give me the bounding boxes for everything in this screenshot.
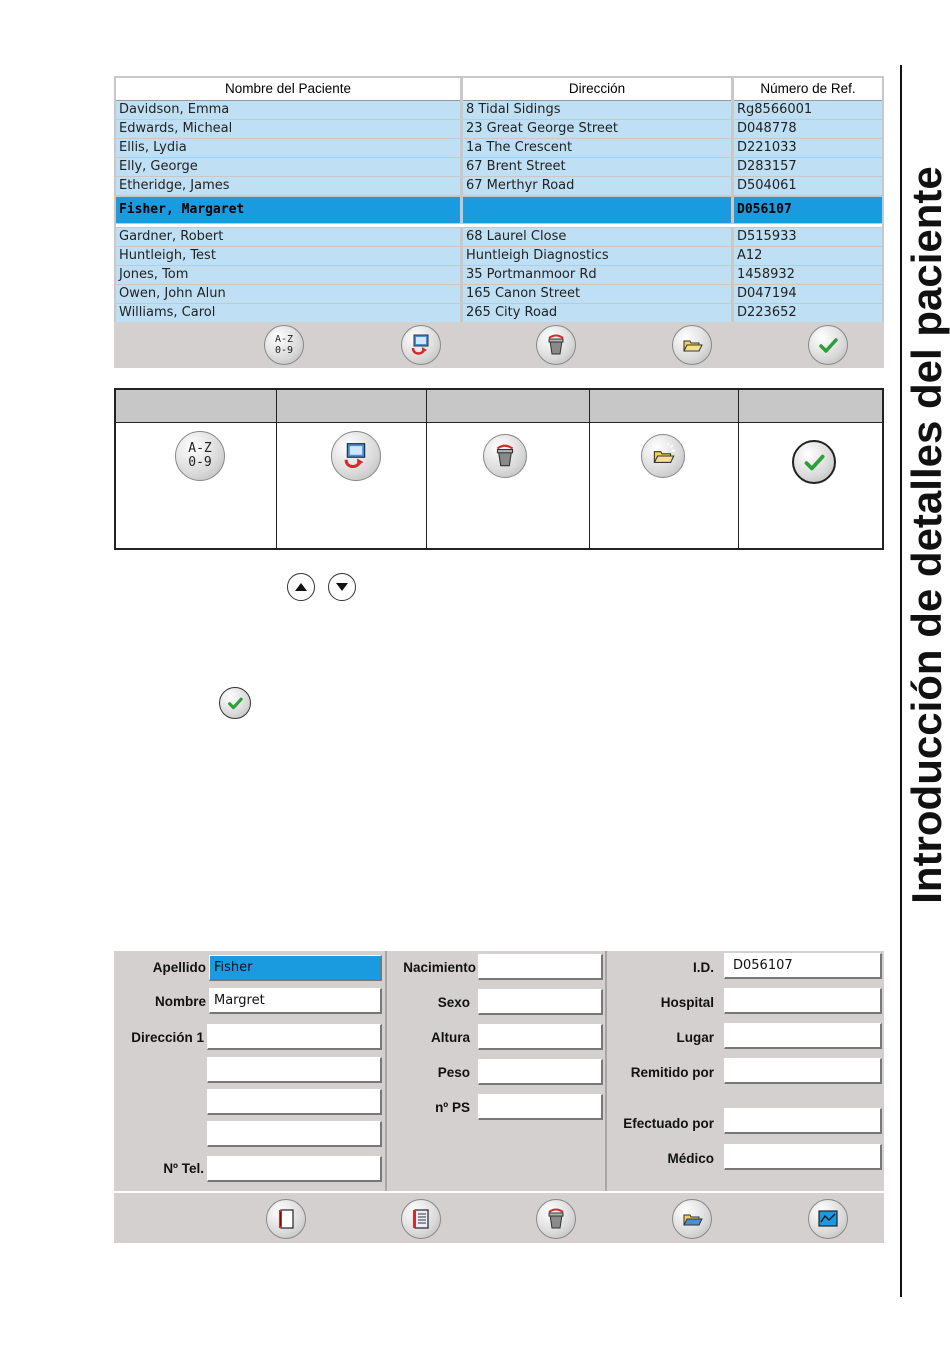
- confirm-check-icon: [225, 693, 245, 713]
- transfer-icon: [340, 440, 372, 472]
- address-line-3-field[interactable]: [207, 1089, 382, 1115]
- side-divider: [900, 65, 902, 1297]
- patient-address: 1a The Crescent: [463, 139, 731, 157]
- sort-label-09: 0-9: [188, 455, 212, 470]
- patient-name: Edwards, Micheal: [116, 120, 460, 138]
- legend-col-divider: [426, 390, 427, 548]
- patient-ref: D504061: [734, 177, 882, 195]
- sex-field[interactable]: [478, 989, 603, 1015]
- ps-label: nº PS: [435, 1100, 470, 1115]
- sort-button[interactable]: [264, 325, 304, 365]
- apellido-field[interactable]: Fisher: [209, 955, 382, 981]
- transfer-icon: [408, 332, 434, 358]
- table-row[interactable]: [116, 247, 882, 265]
- column-header-ref[interactable]: Número de Ref.: [734, 78, 882, 101]
- form-column-divider: [385, 951, 387, 1191]
- triangle-up-icon: [294, 581, 308, 593]
- patient-name: Gardner, Robert: [116, 228, 460, 246]
- table-row[interactable]: [116, 285, 882, 303]
- legend-folder-icon-button: [641, 434, 685, 478]
- side-title: [903, 60, 950, 1010]
- patient-ref: D048778: [734, 120, 882, 138]
- delete-record-button[interactable]: [536, 1199, 576, 1239]
- legend-delete-icon-button: [483, 434, 527, 478]
- delete-icon: [543, 1206, 569, 1232]
- id-field[interactable]: D056107: [724, 953, 882, 979]
- id-label: I.D.: [692, 960, 714, 975]
- sexo-label: Sexo: [437, 995, 470, 1010]
- row-divider: [116, 224, 882, 227]
- remitido-label: Remitido por: [630, 1065, 714, 1080]
- location-field[interactable]: [724, 1023, 882, 1049]
- patient-address: [463, 197, 731, 223]
- open-folder-icon: [649, 442, 677, 470]
- scroll-down-button[interactable]: [328, 573, 356, 601]
- patient-ref: D223652: [734, 304, 882, 322]
- patient-address: Huntleigh Diagnostics: [463, 247, 731, 265]
- lugar-label: Lugar: [676, 1030, 714, 1045]
- birth-date-field[interactable]: [478, 954, 603, 980]
- hospital-label: Hospital: [660, 995, 714, 1010]
- table-row[interactable]: [116, 228, 882, 246]
- sort-label-09: 0-9: [274, 345, 294, 356]
- table-row[interactable]: [116, 266, 882, 284]
- graph-button[interactable]: [808, 1199, 848, 1239]
- column-header-address[interactable]: Dirección: [463, 78, 731, 101]
- table-row[interactable]: [116, 101, 882, 119]
- nacimiento-label: Nacimiento: [403, 960, 476, 975]
- table-row[interactable]: [116, 139, 882, 157]
- patient-address: 35 Portmanmoor Rd: [463, 266, 731, 284]
- address-line-2-field[interactable]: [207, 1057, 382, 1083]
- patient-name: Etheridge, James: [116, 177, 460, 195]
- table-row[interactable]: [116, 158, 882, 176]
- direccion-label: Dirección 1: [131, 1030, 204, 1045]
- triangle-down-icon: [335, 581, 349, 593]
- notebook-icon: [273, 1206, 299, 1232]
- patient-address: 67 Merthyr Road: [463, 177, 731, 195]
- patient-ref: A12: [734, 247, 882, 265]
- patient-ref: Rg8566001: [734, 101, 882, 119]
- confirm-check-icon: [800, 448, 828, 476]
- delete-icon: [491, 442, 519, 470]
- patient-ref: D221033: [734, 139, 882, 157]
- patient-address: 265 City Road: [463, 304, 731, 322]
- legend-table: [114, 388, 884, 550]
- patient-name: Fisher, Margaret: [116, 197, 460, 223]
- form-toolbar: [114, 1191, 884, 1243]
- patient-details-form: [114, 951, 884, 1241]
- report-icon: [408, 1206, 434, 1232]
- graph-icon: [815, 1206, 841, 1232]
- weight-field[interactable]: [478, 1059, 603, 1085]
- patient-address: 8 Tidal Sidings: [463, 101, 731, 119]
- height-field[interactable]: [478, 1024, 603, 1050]
- form-column-divider: [605, 951, 607, 1191]
- side-title-text: Introducción de detalles del paciente: [902, 166, 950, 904]
- patient-name: Elly, George: [116, 158, 460, 176]
- patient-ref: D515933: [734, 228, 882, 246]
- open-folder-icon: [679, 1206, 705, 1232]
- apellido-label: Apellido: [152, 960, 206, 975]
- patient-name: Jones, Tom: [116, 266, 460, 284]
- patient-list: [114, 76, 884, 368]
- patient-ref: 1458932: [734, 266, 882, 284]
- scroll-up-button[interactable]: [287, 573, 315, 601]
- open-folder-icon: [679, 332, 705, 358]
- legend-col-divider: [738, 390, 739, 548]
- column-header-name[interactable]: Nombre del Paciente: [116, 78, 460, 101]
- patient-address: 23 Great George Street: [463, 120, 731, 138]
- legend-transfer-icon-button: [331, 431, 381, 481]
- nombre-label: Nombre: [154, 994, 206, 1009]
- patient-name: Davidson, Emma: [116, 101, 460, 119]
- patient-address: 68 Laurel Close: [463, 228, 731, 246]
- patient-ref: D047194: [734, 285, 882, 303]
- notes-button[interactable]: [266, 1199, 306, 1239]
- altura-label: Altura: [430, 1030, 470, 1045]
- table-row[interactable]: [116, 120, 882, 138]
- sort-az-icon: [275, 334, 293, 356]
- sort-az-icon: [188, 442, 211, 470]
- patient-name: Owen, John Alun: [116, 285, 460, 303]
- report-button[interactable]: [401, 1199, 441, 1239]
- patient-address: 67 Brent Street: [463, 158, 731, 176]
- open-record-button[interactable]: [672, 1199, 712, 1239]
- legend-sort-icon-button: [175, 431, 225, 481]
- legend-header: [116, 390, 882, 423]
- doctor-field[interactable]: [724, 1144, 882, 1170]
- sort-label-az: A-Z: [274, 334, 294, 345]
- table-row-selected[interactable]: [116, 197, 882, 223]
- tel-label: Nº Tel.: [163, 1161, 204, 1176]
- patient-address: 165 Canon Street: [463, 285, 731, 303]
- confirm-button[interactable]: [808, 325, 848, 365]
- peso-label: Peso: [437, 1065, 470, 1080]
- address-line-4-field[interactable]: [207, 1121, 382, 1147]
- table-row[interactable]: [116, 304, 882, 322]
- sort-label-az: A-Z: [188, 441, 212, 456]
- address-line-1-field[interactable]: [207, 1024, 382, 1050]
- referred-by-field[interactable]: [724, 1058, 882, 1084]
- efectuado-label: Efectuado por: [623, 1116, 714, 1131]
- phone-field[interactable]: [207, 1156, 382, 1182]
- nombre-field[interactable]: Margret: [209, 988, 382, 1014]
- open-folder-button[interactable]: [672, 325, 712, 365]
- table-row[interactable]: [116, 177, 882, 195]
- inline-check-icon-button: [219, 687, 251, 719]
- confirm-check-icon: [815, 332, 841, 358]
- patient-name: Ellis, Lydia: [116, 139, 460, 157]
- performed-by-field[interactable]: [724, 1108, 882, 1134]
- delete-icon: [543, 332, 569, 358]
- medico-label: Médico: [667, 1151, 714, 1166]
- patient-name: Huntleigh, Test: [116, 247, 460, 265]
- patient-ref: D056107: [734, 197, 882, 223]
- ps-number-field[interactable]: [478, 1094, 603, 1120]
- legend-col-divider: [589, 390, 590, 548]
- delete-button[interactable]: [536, 325, 576, 365]
- hospital-field[interactable]: [724, 988, 882, 1014]
- legend-col-divider: [276, 390, 277, 548]
- legend-check-icon-button: [792, 440, 836, 484]
- patient-name: Williams, Carol: [116, 304, 460, 322]
- list-toolbar: [114, 322, 884, 368]
- transfer-button[interactable]: [401, 325, 441, 365]
- patient-ref: D283157: [734, 158, 882, 176]
